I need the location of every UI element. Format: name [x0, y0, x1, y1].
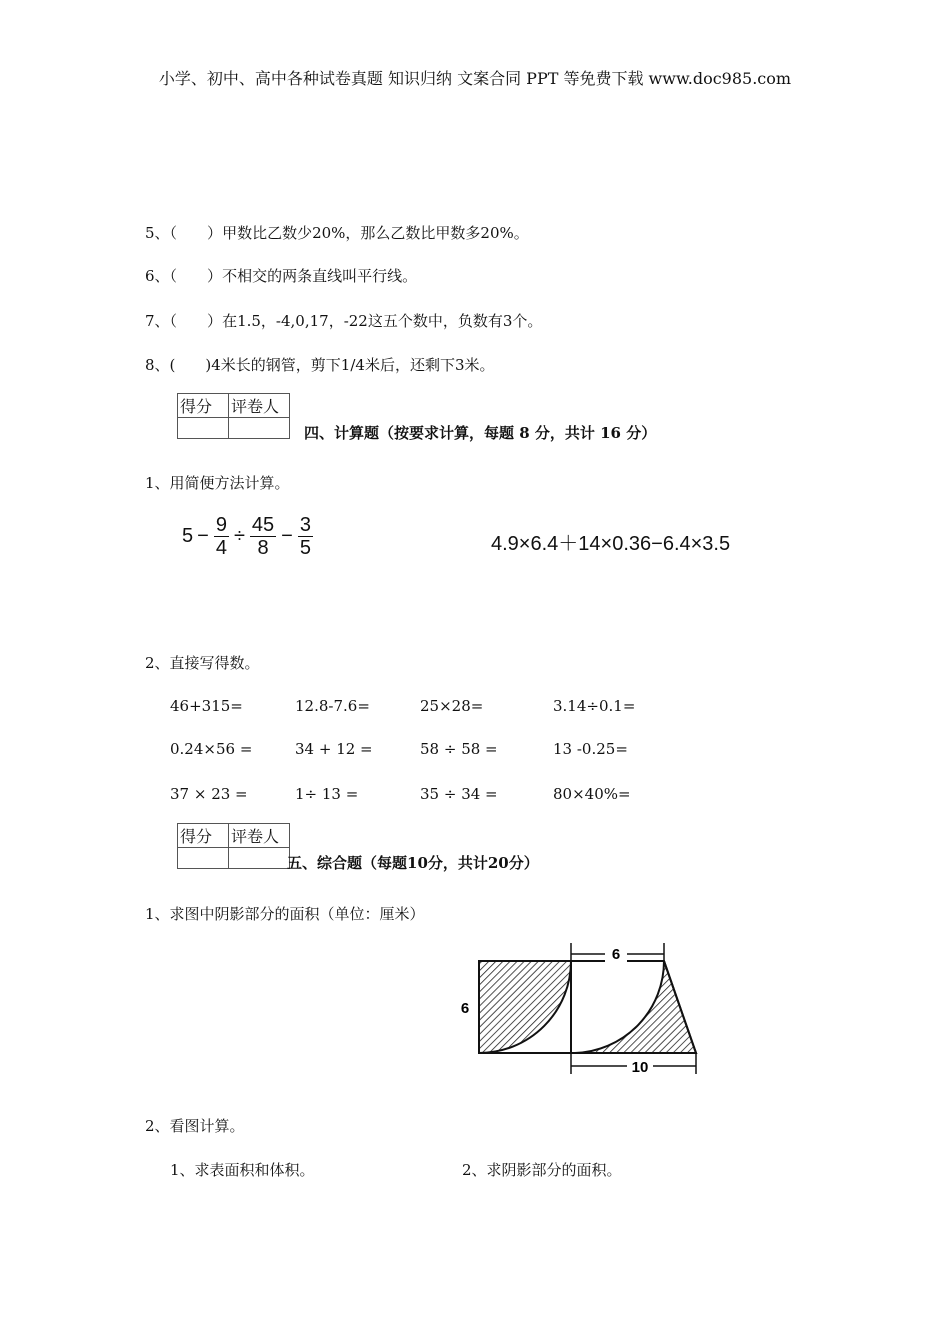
expression-decimal: 4.9×6.4＋14×0.36−6.4×3.5	[491, 533, 731, 555]
score-label: 得分	[178, 394, 229, 418]
page-header: 小学、初中、高中各种试卷真题 知识归纳 文案合同 PPT 等免费下载 www.doc985.com	[158, 69, 792, 88]
judge-question-6	[145, 265, 417, 286]
numerator: 45	[251, 514, 275, 536]
shaded-area-figure	[455, 938, 715, 1078]
judge-question-7	[145, 310, 542, 331]
question-number: 6、	[145, 267, 170, 285]
answer-parentheses: （ ）	[169, 224, 223, 242]
judge-question-5	[145, 222, 529, 243]
minus-sign: −	[281, 525, 293, 547]
right-shaded-region	[575, 961, 696, 1053]
score-cell[interactable]	[178, 418, 229, 439]
denominator: 4	[215, 537, 227, 559]
score-box	[177, 823, 290, 869]
sub-question-1: 1、求表面积和体积。	[170, 1161, 315, 1179]
calc-item: 12.8-7.6=	[295, 697, 370, 715]
calc-item: 37 × 23 =	[170, 785, 248, 803]
score-label: 得分	[178, 824, 229, 848]
calc-item: 46+315=	[170, 697, 243, 715]
fraction-9-4	[214, 514, 229, 559]
left-dimension-label: 6	[460, 1000, 470, 1017]
section-5-question-1: 1、求图中阴影部分的面积（单位：厘米）	[145, 905, 425, 923]
numerator: 3	[299, 514, 311, 536]
section-4-question-1: 1、用简便方法计算。	[145, 474, 290, 492]
calc-item: 1÷ 13 =	[295, 785, 359, 803]
calc-item: 58 ÷ 58 =	[420, 740, 498, 758]
question-number: 7、	[145, 312, 170, 330]
denominator: 5	[299, 537, 311, 559]
section-5-title: 五、综合题（每题10分，共计20分）	[287, 854, 539, 872]
grader-label: 评卷人	[229, 824, 290, 848]
term-5: 5	[182, 525, 194, 547]
calc-item: 25×28=	[420, 697, 484, 715]
question-text: 在1.5，-4,0,17，-22这五个数中，负数有3个。	[222, 312, 543, 330]
score-box	[177, 393, 290, 439]
question-number: 5、	[145, 224, 170, 242]
calc-item: 3.14÷0.1=	[553, 697, 636, 715]
score-cell[interactable]	[178, 848, 229, 869]
minus-sign: −	[197, 525, 209, 547]
calc-item: 35 ÷ 34 =	[420, 785, 498, 803]
calc-item: 13 -0.25=	[553, 740, 628, 758]
section-4-title: 四、计算题（按要求计算，每题 8 分，共计 16 分）	[304, 424, 657, 442]
expression-fraction	[180, 514, 316, 559]
bottom-dimension-label: 10	[631, 1059, 649, 1076]
grader-cell[interactable]	[229, 418, 290, 439]
calc-item: 80×40%=	[553, 785, 631, 803]
section-4-question-2: 2、直接写得数。	[145, 654, 260, 672]
left-shaded-region	[479, 961, 571, 1053]
judge-question-8	[145, 354, 495, 375]
question-number: 8、	[145, 356, 170, 374]
divide-sign: ÷	[233, 525, 245, 547]
grader-label: 评卷人	[229, 394, 290, 418]
question-text: 4米长的钢管，剪下1/4米后，还剩下3米。	[211, 356, 495, 374]
answer-parentheses: ( )	[169, 356, 212, 374]
numerator: 9	[215, 514, 227, 536]
fraction-45-8	[250, 514, 276, 559]
fraction-3-5	[298, 514, 313, 559]
sub-question-2: 2、求阴影部分的面积。	[462, 1161, 622, 1179]
answer-parentheses: （ ）	[169, 312, 223, 330]
answer-parentheses: （ ）	[169, 267, 223, 285]
section-5-question-2: 2、看图计算。	[145, 1117, 245, 1135]
top-dimension-label: 6	[611, 946, 621, 963]
denominator: 8	[257, 537, 269, 559]
grader-cell[interactable]	[229, 848, 290, 869]
calc-item: 0.24×56 =	[170, 740, 253, 758]
question-text: 不相交的两条直线叫平行线。	[222, 267, 418, 285]
question-text: 甲数比乙数少20%，那么乙数比甲数多20%。	[222, 224, 529, 242]
calc-item: 34 + 12 =	[295, 740, 373, 758]
